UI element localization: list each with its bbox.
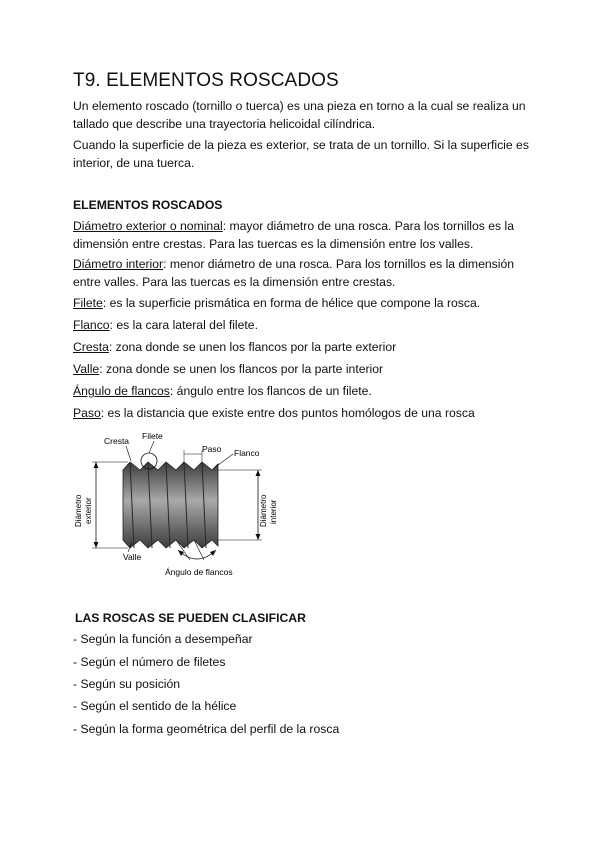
definition-text: : mayor diámetro de una rosca. Para los tornillos es la dimensión entre crestas. Para las tuercas es la dimensión entre los valles. bbox=[73, 219, 514, 251]
intro-paragraph-2: Cuando la superficie de la pieza es exterior, se trata de un tornillo. Si la superficie es interior, de una tuerca. bbox=[73, 138, 529, 170]
definition-valle bbox=[73, 361, 533, 379]
list-item: - Según la forma geométrica del perfil de la rosca bbox=[73, 722, 340, 736]
definition-term: Ángulo de flancos bbox=[73, 384, 170, 398]
list-item: - Según su posición bbox=[73, 677, 181, 691]
section-heading-elementos: ELEMENTOS ROSCADOS bbox=[73, 198, 223, 212]
label-diametro-exterior-2: exterior bbox=[84, 497, 93, 524]
list-item: - Según el sentido de la hélice bbox=[73, 699, 237, 713]
definition-text: : zona donde se unen los flancos por la parte exterior bbox=[108, 340, 397, 354]
definition-diametro-interior bbox=[73, 256, 533, 291]
definition-angulo-flancos bbox=[73, 383, 533, 401]
definition-term: Filete bbox=[73, 296, 103, 310]
definition-term: Flanco bbox=[73, 318, 110, 332]
intro-paragraph-1: Un elemento roscado (tornillo o tuerca) es una pieza en torno a la cual se realiza un tallado que describe una trayectoria helicoidal cilíndrica. bbox=[73, 99, 526, 131]
definition-text: : zona donde se unen los flancos por la parte interior bbox=[99, 362, 384, 376]
list-item: - Según la función a desempeñar bbox=[73, 632, 253, 646]
definition-term: Diámetro exterior o nominal bbox=[73, 219, 223, 233]
list-item: - Según el número de filetes bbox=[73, 655, 226, 669]
definition-text: : es la distancia que existe entre dos puntos homólogos de una rosca bbox=[100, 406, 475, 420]
label-cresta: Cresta bbox=[104, 436, 130, 446]
definition-term: Cresta bbox=[73, 340, 109, 354]
definition-diametro-exterior bbox=[73, 218, 533, 253]
label-diametro-interior-2: interior bbox=[269, 499, 278, 524]
label-valle: Valle bbox=[123, 552, 142, 562]
label-diametro-exterior-1: Diámetro bbox=[74, 494, 83, 527]
definition-text: : ángulo entre los flancos de un filete. bbox=[169, 384, 372, 398]
label-diametro-interior-1: Diámetro bbox=[259, 494, 268, 527]
page-title: T9. ELEMENTOS ROSCADOS bbox=[73, 70, 339, 91]
label-filete: Filete bbox=[142, 431, 163, 441]
definition-paso bbox=[73, 405, 533, 423]
definition-text: : es la cara lateral del filete. bbox=[109, 318, 258, 332]
definition-term: Paso bbox=[73, 406, 101, 420]
thread-diagram bbox=[68, 428, 288, 583]
definition-flanco bbox=[73, 317, 533, 335]
definition-term: Diámetro interior bbox=[73, 257, 164, 271]
definition-term: Valle bbox=[73, 362, 100, 376]
label-paso: Paso bbox=[202, 444, 222, 454]
definition-text: : menor diámetro de una rosca. Para los tornillos es la dimensión entre valles. Para las tuercas es la dimensión entre crestas. bbox=[73, 257, 514, 289]
definition-cresta bbox=[73, 339, 533, 357]
label-angulo-flancos: Ángulo de flancos bbox=[165, 567, 233, 577]
definition-filete bbox=[73, 295, 533, 313]
label-flanco: Flanco bbox=[234, 448, 260, 458]
definition-text: : es la superficie prismática en forma de hélice que compone la rosca. bbox=[102, 296, 481, 310]
section-heading-clasificar: LAS ROSCAS SE PUEDEN CLASIFICAR bbox=[75, 611, 306, 625]
